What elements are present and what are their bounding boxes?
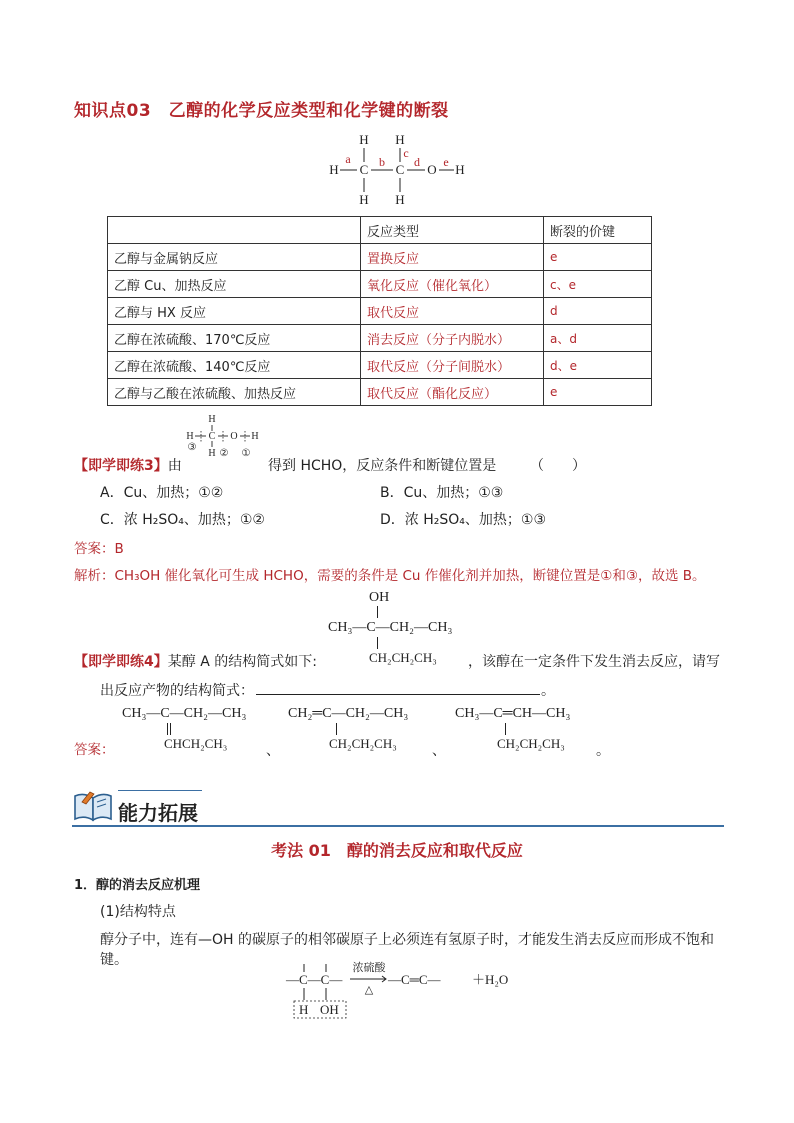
table-cell: 氧化反应（催化氧化）	[361, 271, 544, 298]
table-cell: e	[544, 244, 652, 271]
table-cell: 乙醇在浓硫酸、170℃反应	[108, 325, 361, 352]
table-row	[108, 244, 652, 271]
table-cell: a、d	[544, 325, 652, 352]
product-2-bottom: CH₂CH₂CH₃	[329, 736, 397, 751]
atom-h: H	[359, 132, 369, 147]
atom-c: C	[395, 162, 405, 177]
bond-number: ③	[187, 442, 197, 453]
table-row	[108, 271, 652, 298]
atom-h: H	[329, 162, 339, 177]
mechanism-text: 醇分子中，连有—OH 的碳原子的相邻碳原子上必须连有氢原子时，才能发生消去反应而形成不饱和键。	[100, 932, 714, 968]
table-cell: 乙醇在浓硫酸、140℃反应	[108, 352, 361, 379]
elimination-equation	[282, 958, 532, 1020]
atom-c: C	[359, 162, 369, 177]
bond-label: a	[345, 152, 351, 166]
bond-line	[505, 723, 506, 735]
option-c[interactable]: C．浓 H₂SO₄、加热；①②	[100, 512, 265, 528]
atom-o: O	[427, 162, 437, 177]
reaction-table	[107, 216, 652, 406]
struct-sub-chain: CH₂CH₂CH₃	[369, 650, 437, 665]
question-tag: 【即学即练3】	[74, 458, 168, 474]
question-4-text: ，该醇在一定条件下发生消去反应，请写	[468, 654, 720, 670]
option-d[interactable]: D．浓 H₂SO₄、加热；①③	[380, 512, 546, 528]
atom-h: H	[299, 1002, 309, 1017]
table-header-row	[108, 217, 652, 244]
atom-o: O	[230, 431, 238, 442]
question-3-stem	[74, 455, 182, 475]
atom-h: H	[455, 162, 465, 177]
reactant-chain: —C—C—	[286, 972, 343, 987]
table-cell: c、e	[544, 271, 652, 298]
atom-h: H	[359, 192, 369, 207]
table-cell: 乙醇与乙酸在浓硫酸、加热反应	[108, 379, 361, 406]
double-bond-line	[167, 723, 168, 735]
bond-line	[377, 606, 378, 618]
banner-divider	[72, 825, 724, 827]
group-oh: OH	[320, 1002, 339, 1017]
mechanism-heading: 1．醇的消去反应机理	[74, 878, 201, 893]
bond-label: e	[443, 155, 449, 169]
bond-label: b	[379, 155, 385, 169]
table-row	[108, 298, 652, 325]
table-cell: d、e	[544, 352, 652, 379]
bond-line	[336, 723, 337, 735]
question-tag: 【即学即练4】	[74, 654, 168, 670]
water-product: ＋H₂O	[472, 972, 509, 987]
product-2-top: CH₂═C—CH₂—CH₃	[288, 706, 409, 721]
table-cell: 取代反应（酯化反应）	[361, 379, 544, 406]
analysis-text: 解析：CH₃OH 催化氧化可生成 HCHO，需要的条件是 Cu 作催化剂并加热，断键位置是①和③，故选 B。	[74, 568, 706, 584]
table-cell	[108, 217, 361, 244]
question-4-stem	[74, 651, 317, 671]
banner-title: 能力拓展	[118, 801, 198, 825]
table-row	[108, 325, 652, 352]
separator: 、	[432, 743, 446, 759]
question-text: 由	[167, 458, 182, 474]
bond-line	[377, 637, 378, 649]
product-3-top: CH₃—C═CH—CH₃	[455, 706, 571, 721]
table-cell: 乙醇与金属钠反应	[108, 244, 361, 271]
option-b[interactable]: B．Cu、加热；①③	[380, 485, 504, 501]
ethanol-structure-diagram	[322, 130, 472, 210]
punctuation: 。	[541, 683, 555, 699]
structure-feature-heading: (1)结构特点	[100, 904, 176, 920]
table-cell: e	[544, 379, 652, 406]
atom-h: H	[186, 431, 194, 442]
bond-label: c	[403, 146, 409, 160]
methanol-structure-diagram	[184, 412, 260, 458]
question-3-text: 得到 HCHO，反应条件和断键位置是	[268, 458, 497, 474]
separator: 、	[266, 743, 280, 759]
method-title: 考法 01 醇的消去反应和取代反应	[271, 841, 523, 860]
answer-paren: （ ）	[530, 458, 586, 474]
condition-top: 浓硫酸	[352, 962, 386, 974]
table-row	[108, 352, 652, 379]
atom-h: H	[395, 132, 405, 147]
product-chain: —C═C—	[388, 972, 441, 987]
option-a[interactable]: A．Cu、加热；①②	[100, 485, 224, 501]
atom-h: H	[251, 431, 259, 442]
answer-blank[interactable]	[256, 694, 540, 695]
struct-main-chain: CH₃—C—CH₂—CH₃	[328, 620, 453, 635]
section-title: 知识点03 乙醇的化学反应类型和化学键的断裂	[74, 101, 449, 121]
table-header-cell: 反应类型	[361, 217, 544, 244]
product-3-bottom: CH₂CH₂CH₃	[497, 736, 565, 751]
table-cell: 取代反应	[361, 298, 544, 325]
answer-label: 答案：	[74, 742, 115, 758]
struct-oh: OH	[369, 590, 390, 605]
atom-h: H	[208, 448, 216, 458]
table-row	[108, 379, 652, 406]
product-1-bottom: CHCH₂CH₃	[164, 736, 228, 751]
product-1-top: CH₃—C—CH₂—CH₃	[122, 706, 247, 721]
end-punctuation: 。	[596, 743, 610, 759]
double-bond-line	[170, 723, 171, 735]
book-icon	[72, 788, 114, 824]
atom-h: H	[208, 414, 216, 425]
table-cell: d	[544, 298, 652, 325]
table-cell: 乙醇 Cu、加热反应	[108, 271, 361, 298]
table-cell: 置换反应	[361, 244, 544, 271]
table-header-cell: 断裂的价键	[544, 217, 652, 244]
bond-label: d	[414, 155, 420, 169]
table-cell: 取代反应（分子间脱水）	[361, 352, 544, 379]
bond-number: ①	[241, 448, 251, 458]
table-cell: 乙醇与 HX 反应	[108, 298, 361, 325]
question-text: 某醇 A 的结构简式如下:	[167, 654, 317, 670]
question-4-prompt: 出反应产物的结构简式：	[100, 683, 254, 699]
table-cell: 消去反应（分子内脱水）	[361, 325, 544, 352]
banner-top-rule	[118, 790, 202, 791]
condition-bottom: △	[364, 984, 374, 996]
answer-text: 答案：B	[74, 541, 124, 557]
atom-c: C	[208, 431, 216, 442]
bond-number: ②	[219, 448, 229, 458]
atom-h: H	[395, 192, 405, 207]
